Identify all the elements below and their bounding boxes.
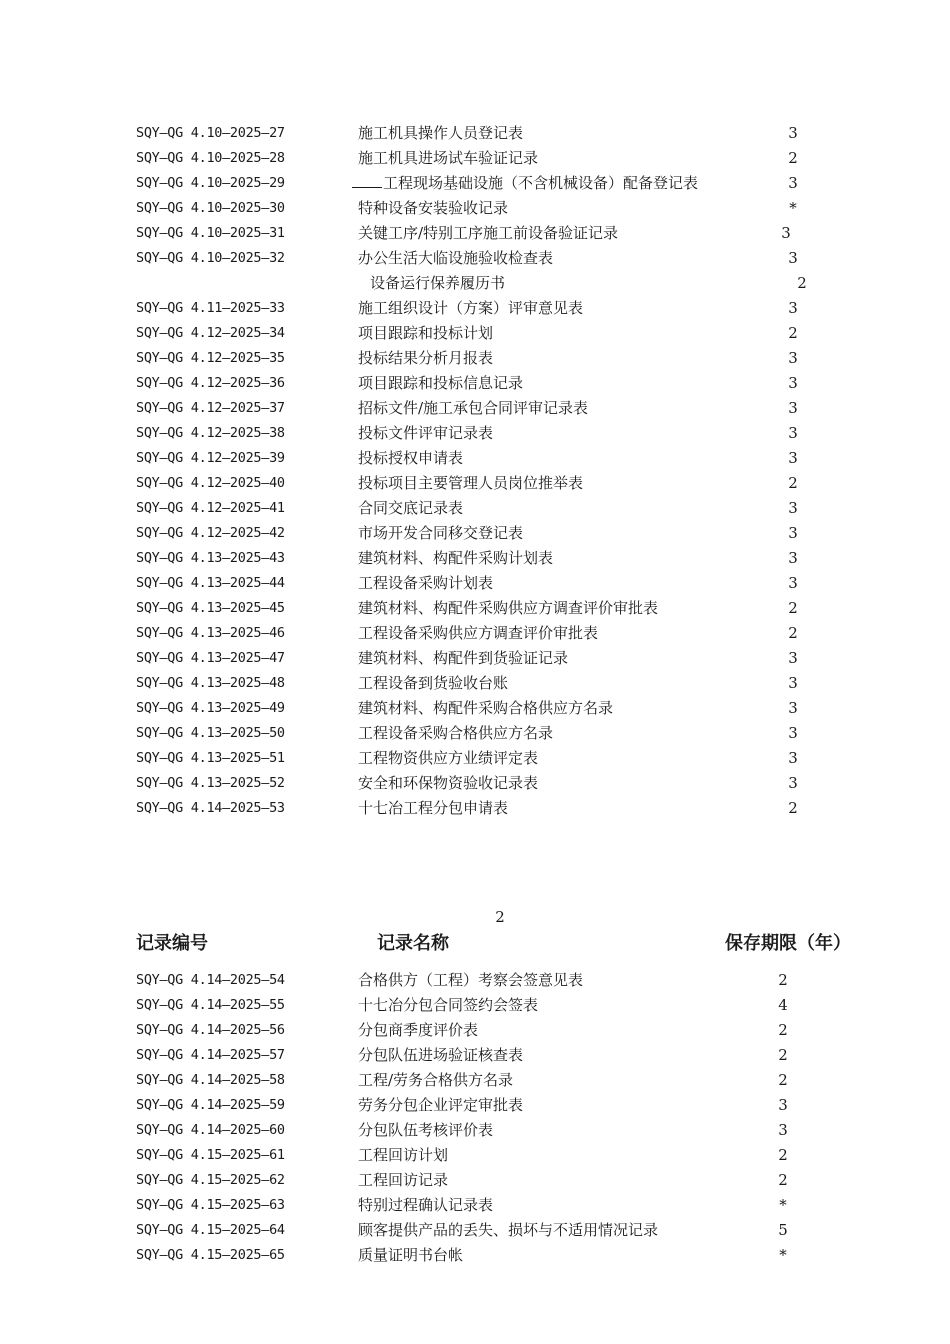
record-row — [0, 1043, 950, 1068]
record-row — [0, 1193, 950, 1218]
record-code: SQY—QG 4.15—2025—61 — [136, 1147, 285, 1163]
record-row — [0, 621, 950, 646]
retention-years: 5 — [778, 1221, 788, 1239]
retention-years: 3 — [788, 724, 798, 742]
record-name: 十七冶工程分包申请表 — [358, 799, 509, 817]
record-name: 建筑材料、构配件采购计划表 — [358, 549, 554, 567]
record-code: SQY—QG 4.13—2025—50 — [136, 725, 285, 741]
header-record-code: 记录编号 — [136, 933, 208, 954]
record-code: SQY—QG 4.10—2025—28 — [136, 150, 285, 166]
record-code: SQY—QG 4.15—2025—62 — [136, 1172, 285, 1188]
retention-years: 3 — [788, 349, 798, 367]
record-code: SQY—QG 4.14—2025—58 — [136, 1072, 285, 1088]
record-name: 工程物资供应方业绩评定表 — [358, 749, 539, 767]
record-name: 招标文件/施工承包合同评审记录表 — [358, 399, 589, 417]
record-row — [0, 1118, 950, 1143]
retention-years: 3 — [788, 749, 798, 767]
retention-years: 3 — [778, 1121, 788, 1139]
record-code: SQY—QG 4.12—2025—36 — [136, 375, 285, 391]
record-name: 投标文件评审记录表 — [358, 424, 494, 442]
record-name: 分包队伍考核评价表 — [358, 1121, 494, 1139]
record-row — [0, 968, 950, 993]
record-code: SQY—QG 4.12—2025—39 — [136, 450, 285, 466]
record-name: 安全和环保物资验收记录表 — [358, 774, 539, 792]
record-name-with-blank — [352, 171, 698, 196]
record-code: SQY—QG 4.14—2025—56 — [136, 1022, 285, 1038]
retention-years: 3 — [788, 449, 798, 467]
record-code: SQY—QG 4.13—2025—49 — [136, 700, 285, 716]
record-code: SQY—QG 4.12—2025—35 — [136, 350, 285, 366]
record-row — [0, 646, 950, 671]
record-name: 工程设备到货验收台账 — [358, 674, 509, 692]
record-name: 投标结果分析月报表 — [358, 349, 494, 367]
retention-years: 2 — [788, 599, 798, 617]
record-name: 工程设备采购供应方调查评价审批表 — [358, 624, 599, 642]
record-code: SQY—QG 4.12—2025—40 — [136, 475, 285, 491]
record-row — [0, 1093, 950, 1118]
record-row — [0, 746, 950, 771]
record-row — [0, 1018, 950, 1043]
record-row — [0, 196, 950, 221]
retention-years: 3 — [788, 774, 798, 792]
retention-years: * — [789, 199, 797, 217]
record-row — [0, 696, 950, 721]
record-row — [0, 171, 950, 196]
record-name: 工程设备采购计划表 — [358, 574, 494, 592]
record-code: SQY—QG 4.15—2025—63 — [136, 1197, 285, 1213]
retention-years: 2 — [778, 1021, 788, 1039]
record-name: 分包队伍进场验证核查表 — [358, 1046, 524, 1064]
record-code: SQY—QG 4.10—2025—32 — [136, 250, 285, 266]
record-code: SQY—QG 4.14—2025—60 — [136, 1122, 285, 1138]
record-name: 项目跟踪和投标信息记录 — [358, 374, 524, 392]
record-code: SQY—QG 4.12—2025—37 — [136, 400, 285, 416]
retention-years: 3 — [788, 499, 798, 517]
record-row — [0, 271, 950, 296]
retention-years: 4 — [778, 996, 788, 1014]
retention-years: 2 — [788, 474, 798, 492]
retention-years: 3 — [788, 674, 798, 692]
record-row — [0, 521, 950, 546]
record-code: SQY—QG 4.11—2025—33 — [136, 300, 285, 316]
retention-years: * — [779, 1196, 787, 1214]
retention-years: 2 — [788, 324, 798, 342]
record-name: 质量证明书台帐 — [358, 1246, 464, 1264]
record-code: SQY—QG 4.14—2025—59 — [136, 1097, 285, 1113]
record-name: 建筑材料、构配件采购合格供应方名录 — [358, 699, 614, 717]
record-row — [0, 1068, 950, 1093]
record-name: 办公生活大临设施验收检查表 — [358, 249, 554, 267]
retention-years: 3 — [778, 1096, 788, 1114]
record-name: 工程/劳务合格供方名录 — [358, 1071, 514, 1089]
record-row — [0, 596, 950, 621]
record-row — [0, 1243, 950, 1268]
retention-years: 3 — [788, 699, 798, 717]
record-name: 投标授权申请表 — [358, 449, 464, 467]
record-name: 工程现场基础设施（不含机械设备）配备登记表 — [383, 174, 699, 192]
retention-years: 3 — [788, 549, 798, 567]
record-name: 投标项目主要管理人员岗位推举表 — [358, 474, 584, 492]
record-code: SQY—QG 4.15—2025—64 — [136, 1222, 285, 1238]
record-row — [0, 571, 950, 596]
record-code: SQY—QG 4.14—2025—54 — [136, 972, 285, 988]
record-name: 合同交底记录表 — [358, 499, 464, 517]
record-code: SQY—QG 4.12—2025—38 — [136, 425, 285, 441]
record-name: 工程设备采购合格供应方名录 — [358, 724, 554, 742]
record-row — [0, 146, 950, 171]
retention-years: 3 — [788, 374, 798, 392]
table-header — [0, 930, 950, 958]
page-number: 2 — [495, 908, 505, 926]
record-code: SQY—QG 4.13—2025—51 — [136, 750, 285, 766]
record-row — [0, 671, 950, 696]
record-code: SQY—QG 4.13—2025—45 — [136, 600, 285, 616]
record-name: 劳务分包企业评定审批表 — [358, 1096, 524, 1114]
record-row — [0, 771, 950, 796]
record-name: 建筑材料、构配件到货验证记录 — [358, 649, 569, 667]
retention-years: 2 — [778, 1046, 788, 1064]
retention-years: 2 — [788, 624, 798, 642]
retention-years: 3 — [788, 124, 798, 142]
header-record-name: 记录名称 — [377, 933, 449, 954]
retention-years: 3 — [788, 424, 798, 442]
record-code: SQY—QG 4.12—2025—34 — [136, 325, 285, 341]
record-code: SQY—QG 4.14—2025—57 — [136, 1047, 285, 1063]
record-code: SQY—QG 4.13—2025—48 — [136, 675, 285, 691]
record-name: 十七冶分包合同签约会签表 — [358, 996, 539, 1014]
retention-years: * — [779, 1246, 787, 1264]
record-name: 特种设备安装验收记录 — [358, 199, 509, 217]
record-row — [0, 1218, 950, 1243]
record-code: SQY—QG 4.14—2025—53 — [136, 800, 285, 816]
record-code: SQY—QG 4.10—2025—30 — [136, 200, 285, 216]
record-row — [0, 796, 950, 821]
record-code: SQY—QG 4.13—2025—47 — [136, 650, 285, 666]
record-row — [0, 496, 950, 521]
fill-in-blank — [352, 173, 382, 188]
record-row — [0, 346, 950, 371]
record-row — [0, 446, 950, 471]
record-name: 工程回访记录 — [358, 1171, 449, 1189]
record-name: 施工机具操作人员登记表 — [358, 124, 524, 142]
retention-years: 2 — [797, 274, 807, 292]
retention-years: 2 — [778, 971, 788, 989]
retention-years: 3 — [781, 224, 791, 242]
retention-years: 2 — [788, 149, 798, 167]
record-row — [0, 396, 950, 421]
retention-years: 3 — [788, 399, 798, 417]
retention-years: 2 — [778, 1146, 788, 1164]
record-row — [0, 1143, 950, 1168]
record-name: 特别过程确认记录表 — [358, 1196, 494, 1214]
retention-years: 3 — [788, 574, 798, 592]
retention-years: 3 — [788, 524, 798, 542]
header-retention-period: 保存期限（年） — [725, 933, 851, 954]
retention-years: 2 — [778, 1071, 788, 1089]
record-code: SQY—QG 4.10—2025—31 — [136, 225, 285, 241]
record-row — [0, 721, 950, 746]
record-name: 分包商季度评价表 — [358, 1021, 479, 1039]
retention-years: 3 — [788, 174, 798, 192]
record-name: 关键工序/特别工序施工前设备验证记录 — [358, 224, 619, 242]
record-name: 设备运行保养履历书 — [370, 274, 506, 292]
record-row — [0, 246, 950, 271]
record-name: 施工组织设计（方案）评审意见表 — [358, 299, 584, 317]
record-row — [0, 371, 950, 396]
retention-years: 3 — [788, 299, 798, 317]
record-code: SQY—QG 4.10—2025—29 — [136, 175, 285, 191]
record-row — [0, 421, 950, 446]
record-row — [0, 993, 950, 1018]
record-name: 顾客提供产品的丢失、损坏与不适用情况记录 — [358, 1221, 659, 1239]
record-code: SQY—QG 4.13—2025—43 — [136, 550, 285, 566]
record-code: SQY—QG 4.12—2025—42 — [136, 525, 285, 541]
record-row — [0, 296, 950, 321]
record-code: SQY—QG 4.13—2025—52 — [136, 775, 285, 791]
record-code: SQY—QG 4.13—2025—46 — [136, 625, 285, 641]
record-code: SQY—QG 4.10—2025—27 — [136, 125, 285, 141]
record-code: SQY—QG 4.15—2025—65 — [136, 1247, 285, 1263]
record-row — [0, 546, 950, 571]
record-name: 施工机具进场试车验证记录 — [358, 149, 539, 167]
record-code: SQY—QG 4.12—2025—41 — [136, 500, 285, 516]
record-code: SQY—QG 4.14—2025—55 — [136, 997, 285, 1013]
record-name: 工程回访计划 — [358, 1146, 449, 1164]
record-row — [0, 471, 950, 496]
record-name: 市场开发合同移交登记表 — [358, 524, 524, 542]
record-name: 合格供方（工程）考察会签意见表 — [358, 971, 584, 989]
record-row — [0, 321, 950, 346]
record-name: 建筑材料、构配件采购供应方调查评价审批表 — [358, 599, 659, 617]
retention-years: 3 — [788, 649, 798, 667]
record-name: 项目跟踪和投标计划 — [358, 324, 494, 342]
retention-years: 2 — [788, 799, 798, 817]
retention-years: 2 — [778, 1171, 788, 1189]
record-row — [0, 121, 950, 146]
record-row — [0, 221, 950, 246]
record-row — [0, 1168, 950, 1193]
retention-years: 3 — [788, 249, 798, 267]
record-code: SQY—QG 4.13—2025—44 — [136, 575, 285, 591]
